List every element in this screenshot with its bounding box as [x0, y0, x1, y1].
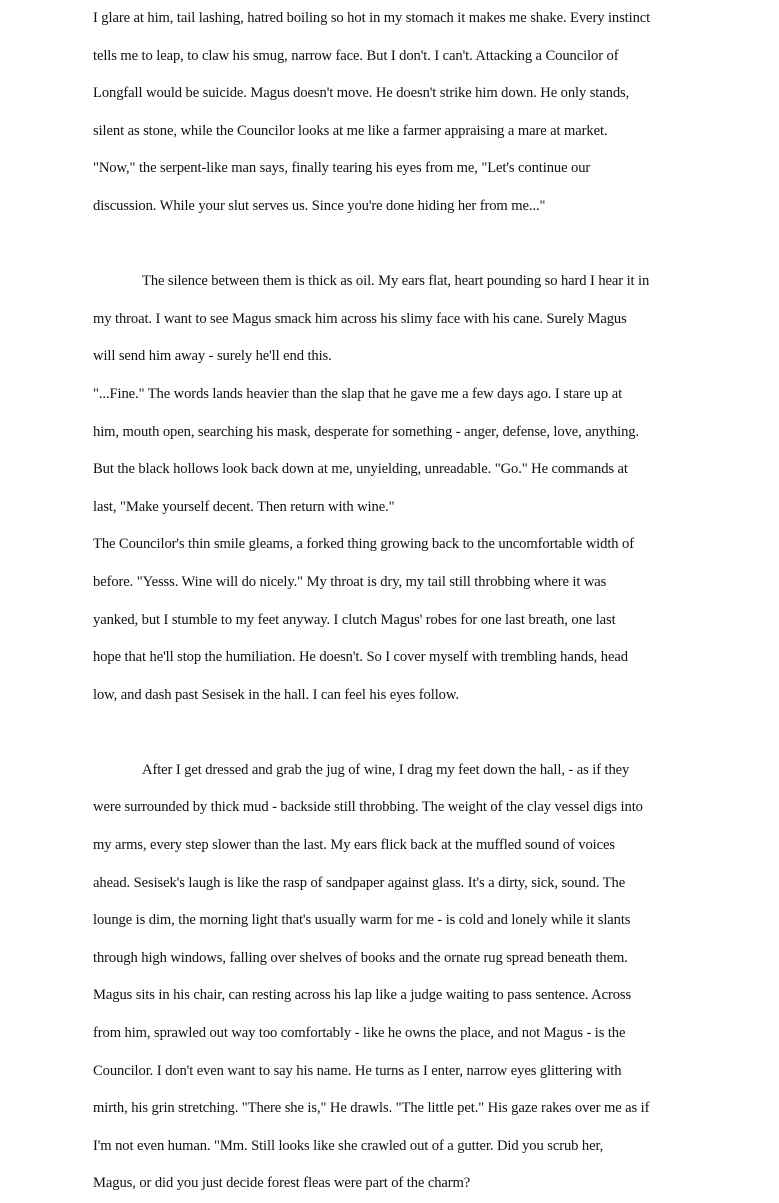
paragraph-2	[93, 263, 779, 714]
text-line: low, and dash past Sesisek in the hall. I can feel his eyes follow.	[93, 686, 459, 703]
text-line: hope that he'll stop the humiliation. He doesn't. So I cover myself with trembling hands, head	[93, 649, 628, 666]
text-line: will send him away - surely he'll end this.	[93, 348, 332, 365]
text-line: "Now," the serpent-like man says, finally tearing his eyes from me, "Let's continue our	[93, 160, 591, 177]
text-line: I'm not even human. "Mm. Still looks like she crawled out of a gutter. Did you scrub her,	[93, 1137, 604, 1154]
text-line: last, "Make yourself decent. Then return with wine."	[93, 498, 395, 515]
paragraph-break	[93, 226, 779, 264]
paragraph-1	[93, 0, 779, 226]
text-line: "...Fine." The words lands heavier than the slap that he gave me a few days ago. I stare up at	[93, 385, 623, 402]
text-line: silent as stone, while the Councilor looks at me like a farmer appraising a mare at market.	[93, 122, 608, 139]
text-line: my arms, every step slower than the last. My ears flick back at the muffled sound of voices	[93, 837, 615, 854]
text-line: The Councilor's thin smile gleams, a forked thing growing back to the uncomfortable width of	[93, 536, 634, 553]
text-line: were surrounded by thick mud - backside still throbbing. The weight of the clay vessel digs into	[93, 799, 643, 816]
text-line: I glare at him, tail lashing, hatred boiling so hot in my stomach it makes me shake. Every instinct	[93, 10, 651, 26]
text-line: lounge is dim, the morning light that's usually warm for me - is cold and lonely while it slants	[93, 912, 631, 929]
text-line: Magus, or did you just decide forest fleas were part of the charm?	[93, 1175, 471, 1192]
text-line: Councilor. I don't even want to say his name. He turns as I enter, narrow eyes glittering with	[93, 1062, 622, 1079]
text-line: The silence between them is thick as oil. My ears flat, heart pounding so hard I hear it in	[142, 273, 650, 290]
text-line: him, mouth open, searching his mask, desperate for something - anger, defense, love, anything.	[93, 423, 640, 440]
text-line: After I get dressed and grab the jug of wine, I drag my feet down the hall, - as if they	[142, 761, 630, 778]
text-line: discussion. While your slut serves us. Since you're done hiding her from me..."	[93, 197, 546, 214]
text-line: through high windows, falling over shelves of books and the ornate rug spread beneath them.	[93, 949, 628, 966]
text-line: ahead. Sesisek's laugh is like the rasp of sandpaper against glass. It's a dirty, sick, sound. The	[93, 874, 626, 891]
text-line: Magus sits in his chair, can resting across his lap like a judge waiting to pass sentence. Across	[93, 987, 632, 1004]
paragraph-break	[93, 714, 779, 752]
document-page	[93, 0, 779, 1203]
text-line: But the black hollows look back down at me, unyielding, unreadable. "Go." He commands at	[93, 461, 628, 478]
paragraph-3	[93, 752, 779, 1203]
text-line: Longfall would be suicide. Magus doesn't move. He doesn't strike him down. He only stands,	[93, 85, 630, 102]
text-line: tells me to leap, to claw his smug, narrow face. But I don't. I can't. Attacking a Councilor of	[93, 47, 619, 64]
text-line: mirth, his grin stretching. "There she is," He drawls. "The little pet." His gaze rakes over me as if	[93, 1100, 650, 1117]
text-line: from him, sprawled out way too comfortably - like he owns the place, and not Magus - is the	[93, 1025, 626, 1042]
text-line: before. "Yesss. Wine will do nicely." My throat is dry, my tail still throbbing where it was	[93, 573, 607, 590]
text-line: my throat. I want to see Magus smack him across his slimy face with his cane. Surely Magus	[93, 310, 627, 327]
text-line: yanked, but I stumble to my feet anyway. I clutch Magus' robes for one last breath, one last	[93, 611, 616, 628]
